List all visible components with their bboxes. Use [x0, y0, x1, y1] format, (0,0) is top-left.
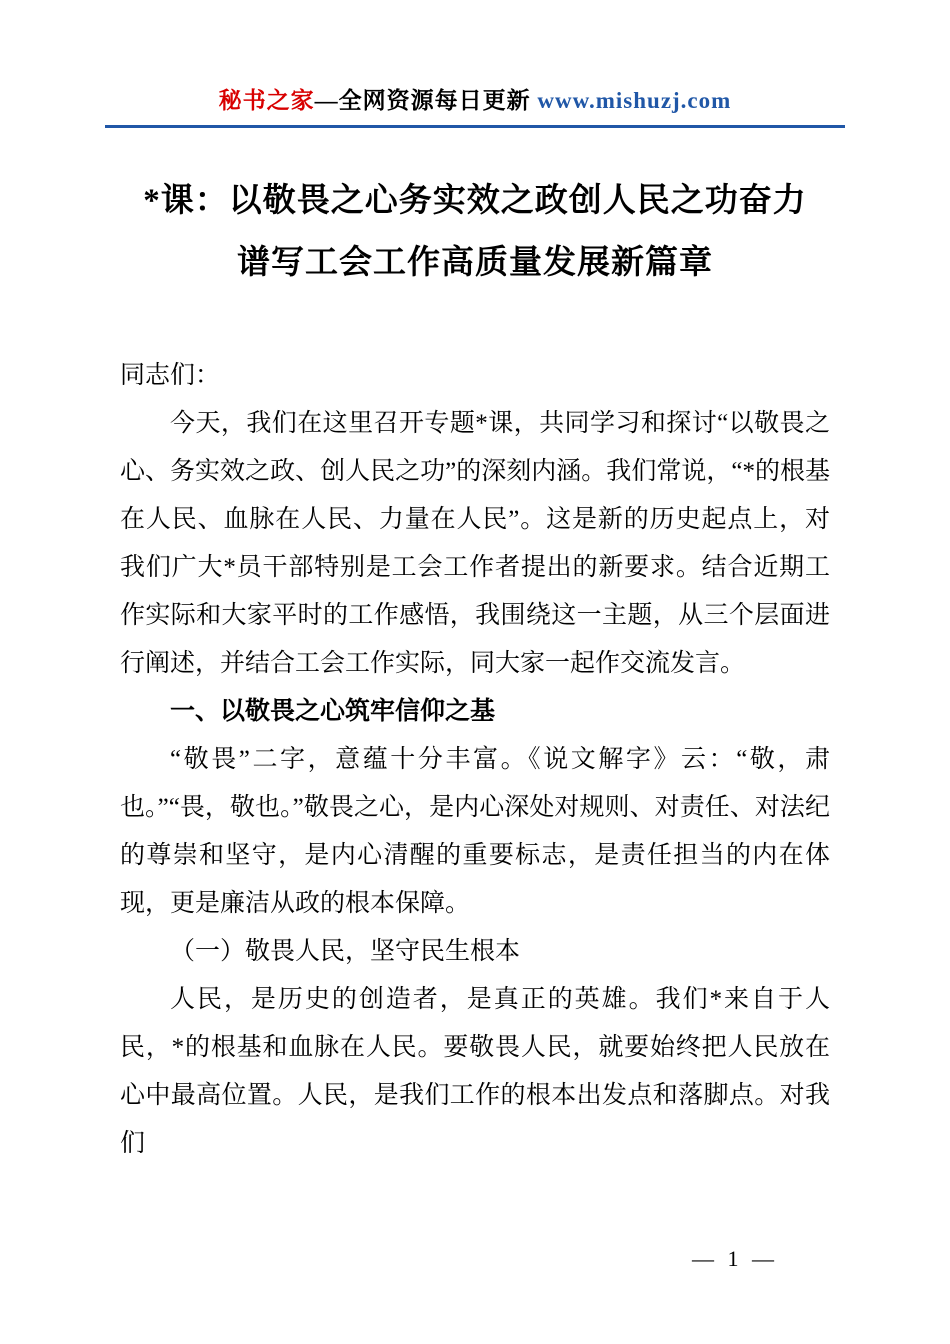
paragraph-subheading-1: （一）敬畏人民，坚守民生根本 [170, 938, 521, 965]
site-header [105, 82, 845, 128]
page-number: — 1 — [692, 1246, 778, 1271]
header-tagline: —全网资源每日更新 [314, 88, 538, 113]
header-url: www.mishuzj.com [537, 88, 732, 113]
paragraph-jingwei: “敬畏”二字，意蕴十分丰富。《说文解字》云：“敬，肃也。”“畏，敬也。”敬畏之心，是内心深处对规则、对责任、对法纪的尊崇和坚守，是内心清醒的重要标志，是责任担当的内在体现，更是廉洁从政的根本保障。 [120, 746, 830, 917]
brand-text: 秘书之家 [218, 88, 315, 113]
document-title [120, 170, 830, 294]
document-body [120, 352, 830, 1168]
paragraph-renmin: 人民，是历史的创造者，是真正的英雄。我们*来自于人民，*的根基和血脉在人民。要敬畏人民，就要始终把人民放在心中最高位置。人民，是我们工作的根本出发点和落脚点。对我们 [120, 986, 830, 1157]
paragraph-salutation: 同志们： [120, 362, 221, 389]
paragraph-intro: 今天，我们在这里召开专题*课，共同学习和探讨“以敬畏之心、务实效之政、创人民之功”的深刻内涵。我们常说，“*的根基在人民、血脉在人民、力量在人民”。这是新的历史起点上，对我们广大*员干部特别是工会工作者提出的新要求。结合近期工作实际和大家平时的工作感悟，我围绕这一主题，从三个层面进行阐述，并结合工会工作实际，同大家一起作交流发言。 [120, 410, 830, 677]
title-line-1: *课：以敬畏之心务实效之政创人民之功奋力 [143, 183, 807, 219]
title-line-2: 谱写工会工作高质量发展新篇章 [237, 245, 713, 281]
paragraph-heading-1: 一、以敬畏之心筑牢信仰之基 [170, 698, 496, 725]
